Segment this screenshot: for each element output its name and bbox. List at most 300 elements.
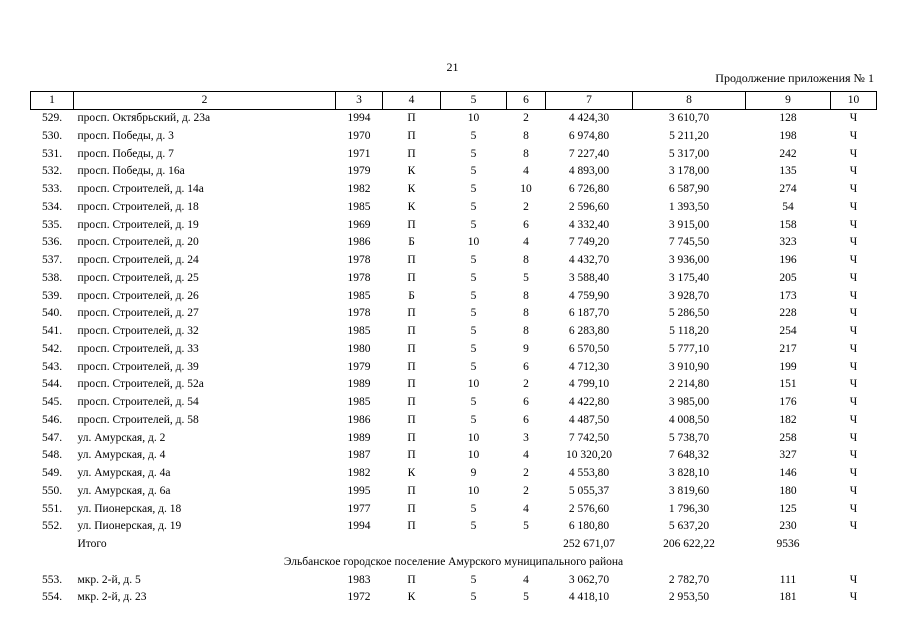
total-area-cell: 4 422,80	[568, 396, 610, 408]
row-number-cell: 535.	[41, 218, 63, 231]
address-cell: просп. Строителей, д. 20	[77, 236, 199, 249]
entrances-cell: 2	[523, 378, 529, 391]
residents-cell: 176	[779, 396, 797, 408]
residents-cell: 242	[779, 147, 797, 160]
total-area-cell: 7 742,50	[568, 431, 610, 444]
living-area-cell: 3 819,60	[668, 484, 710, 497]
wall-material-cell: П	[407, 360, 416, 373]
row-number-cell: 540.	[41, 307, 63, 320]
floors-cell: 5	[470, 520, 477, 533]
empty-cell	[441, 536, 507, 554]
year-built-cell: 1978	[347, 271, 371, 284]
entrances-cell: 5	[523, 520, 529, 533]
table-row	[31, 589, 877, 607]
address-cell: просп. Октябрьский, д. 23а	[77, 112, 211, 124]
floors-cell: 5	[470, 502, 477, 515]
category-cell: Ч	[849, 183, 858, 195]
residents-cell: 125	[779, 502, 797, 515]
year-built-cell: 1971	[347, 147, 371, 160]
table-row	[31, 323, 877, 341]
wall-material-cell: П	[407, 378, 416, 391]
table-row	[31, 447, 877, 465]
address-cell: мкр. 2-й, д. 23	[77, 591, 147, 604]
living-area-cell: 2 214,80	[668, 378, 710, 391]
table-row	[31, 234, 877, 252]
living-area-cell: 5 317,00	[668, 147, 710, 160]
residents-cell: 198	[779, 129, 797, 142]
row-number-cell: 545.	[41, 396, 63, 408]
year-built-cell: 1982	[347, 183, 371, 195]
year-built-cell: 1985	[347, 200, 371, 213]
table-row	[31, 394, 877, 412]
wall-material-cell: П	[407, 112, 416, 124]
entrances-cell: 9	[523, 342, 529, 355]
total-area-cell: 4 799,10	[568, 378, 610, 391]
living-area-cell: 2 953,50	[668, 591, 710, 604]
entrances-cell: 8	[523, 325, 529, 337]
living-area-cell: 5 211,20	[669, 129, 709, 142]
floors-cell: 10	[467, 112, 480, 124]
row-number-cell: 544.	[41, 378, 63, 391]
total-residents: 9536	[776, 538, 800, 550]
category-cell: Ч	[849, 342, 858, 355]
floors-cell: 5	[470, 325, 477, 337]
wall-material-cell: П	[407, 484, 416, 497]
floors-cell: 5	[470, 289, 477, 302]
entrances-cell: 8	[523, 129, 529, 142]
entrances-cell: 8	[523, 307, 529, 320]
living-area-cell: 7 745,50	[668, 236, 710, 249]
entrances-cell: 5	[523, 591, 529, 604]
year-built-cell: 1994	[347, 520, 371, 533]
total-area-cell: 4 712,30	[568, 360, 610, 373]
category-cell: Ч	[849, 378, 858, 391]
floors-cell: 10	[467, 431, 480, 444]
entrances-cell: 6	[523, 360, 529, 373]
residents-cell: 205	[779, 271, 797, 284]
address-cell: просп. Строителей, д. 58	[77, 413, 199, 426]
table-row	[31, 572, 877, 590]
wall-material-cell: Б	[408, 236, 415, 249]
year-built-cell: 1979	[347, 165, 371, 178]
wall-material-cell: П	[407, 449, 416, 462]
table-row	[31, 252, 877, 270]
total-area-cell: 10 320,20	[566, 449, 612, 462]
category-cell: Ч	[849, 360, 858, 373]
category-cell: Ч	[849, 271, 858, 284]
total-area-cell: 6 570,50	[568, 342, 610, 355]
column-header: 4	[383, 92, 441, 110]
living-area-cell: 5 286,50	[668, 307, 710, 320]
wall-material-cell: П	[407, 147, 416, 160]
residents-cell: 258	[779, 431, 797, 444]
row-number-cell: 530.	[41, 129, 63, 142]
year-built-cell: 1979	[347, 360, 371, 373]
address-cell: просп. Строителей, д. 32	[77, 325, 199, 337]
table-row	[31, 501, 877, 519]
address-cell: ул. Пионерская, д. 18	[77, 502, 182, 515]
category-cell: Ч	[849, 573, 858, 586]
year-built-cell: 1978	[347, 307, 371, 320]
category-cell: Ч	[849, 431, 858, 444]
total-label: Итого	[77, 538, 107, 550]
total-area-cell: 4 487,50	[568, 413, 610, 426]
floors-cell: 5	[470, 129, 477, 142]
wall-material-cell: К	[407, 165, 416, 178]
category-cell: Ч	[849, 129, 858, 142]
entrances-cell: 6	[523, 218, 529, 231]
residents-cell: 254	[779, 325, 797, 337]
row-number-cell: 531.	[41, 147, 63, 160]
table-row	[31, 359, 877, 377]
row-number-cell: 550.	[41, 484, 63, 497]
address-cell: мкр. 2-й, д. 5	[77, 573, 141, 586]
year-built-cell: 1978	[347, 254, 371, 266]
total-area-cell: 3 062,70	[568, 573, 610, 586]
table-row	[31, 412, 877, 430]
year-built-cell: 1972	[347, 591, 371, 604]
table-row	[31, 181, 877, 199]
table-row	[31, 305, 877, 323]
address-cell: просп. Строителей, д. 26	[77, 289, 199, 302]
total-area-cell: 2 596,60	[568, 200, 610, 213]
category-cell: Ч	[849, 218, 858, 231]
living-area-cell: 6 587,90	[668, 183, 710, 195]
living-area-cell: 3 910,90	[668, 360, 710, 373]
residents-cell: 323	[779, 236, 797, 249]
wall-material-cell: П	[407, 502, 416, 515]
living-area-cell: 3 928,70	[668, 289, 710, 302]
category-cell: Ч	[849, 147, 858, 160]
table-row	[31, 465, 877, 483]
row-number-cell: 554.	[41, 591, 63, 604]
total-area-cell: 4 418,10	[568, 591, 610, 604]
living-area-cell: 5 738,70	[668, 431, 710, 444]
floors-cell: 5	[470, 271, 477, 284]
total-area-cell: 4 332,40	[568, 218, 610, 231]
living-area-cell: 3 985,00	[668, 396, 710, 408]
living-area-cell: 3 175,40	[668, 271, 710, 284]
total-area-cell: 4 893,00	[568, 165, 610, 178]
wall-material-cell: К	[407, 200, 416, 213]
year-built-cell: 1985	[347, 396, 371, 408]
table-row	[31, 483, 877, 501]
residents-cell: 230	[779, 520, 797, 533]
address-cell: ул. Амурская, д. 4	[77, 449, 166, 462]
category-cell: Ч	[849, 502, 858, 515]
column-header: 5	[441, 92, 507, 110]
entrances-cell: 8	[523, 147, 529, 160]
wall-material-cell: К	[407, 467, 416, 479]
row-number-cell: 553.	[41, 573, 63, 586]
housing-table	[30, 91, 877, 607]
table-row	[31, 270, 877, 288]
total-area-cell: 6 187,70	[568, 307, 610, 320]
entrances-cell: 4	[523, 573, 529, 586]
category-cell: Ч	[849, 200, 858, 213]
floors-cell: 5	[470, 165, 477, 178]
living-area-cell: 7 648,32	[668, 449, 710, 462]
category-cell: Ч	[849, 484, 858, 497]
category-cell: Ч	[849, 520, 858, 533]
row-number-cell: 529.	[41, 112, 63, 124]
entrances-cell: 2	[523, 200, 529, 213]
table-row	[31, 341, 877, 359]
total-living-area: 206 622,22	[663, 538, 715, 550]
year-built-cell: 1986	[347, 413, 371, 426]
table-row	[31, 163, 877, 181]
entrances-cell: 4	[523, 236, 529, 249]
floors-cell: 5	[470, 342, 477, 355]
year-built-cell: 1980	[347, 342, 371, 355]
total-area-cell: 2 576,60	[568, 502, 610, 515]
address-cell: просп. Строителей, д. 18	[77, 200, 199, 213]
row-number-cell: 543.	[41, 360, 63, 373]
entrances-cell: 4	[523, 502, 529, 515]
residents-cell: 173	[779, 289, 797, 302]
living-area-cell: 3 915,00	[668, 218, 710, 231]
entrances-cell: 10	[520, 183, 532, 195]
column-header: 10	[831, 92, 877, 110]
floors-cell: 5	[470, 254, 477, 266]
residents-cell: 158	[779, 218, 797, 231]
column-header: 9	[746, 92, 831, 110]
address-cell: ул. Амурская, д. 4а	[77, 467, 171, 479]
floors-cell: 5	[470, 147, 477, 160]
row-number-cell: 533.	[41, 183, 63, 195]
row-number-cell: 539.	[41, 289, 63, 302]
floors-cell: 5	[470, 591, 477, 604]
wall-material-cell: П	[407, 396, 416, 408]
residents-cell: 146	[779, 467, 797, 479]
residents-cell: 274	[779, 183, 797, 195]
year-built-cell: 1983	[347, 573, 371, 586]
row-number-cell: 537.	[41, 254, 63, 266]
wall-material-cell: П	[407, 325, 416, 337]
empty-cell	[336, 536, 383, 554]
category-cell: Ч	[849, 591, 858, 604]
table-row	[31, 518, 877, 536]
column-header: 2	[74, 92, 336, 110]
wall-material-cell: П	[407, 307, 416, 320]
row-number-cell: 532.	[41, 165, 63, 178]
category-cell: Ч	[849, 307, 858, 320]
residents-cell: 217	[779, 342, 797, 355]
column-header: 7	[546, 92, 633, 110]
row-number-cell: 548.	[41, 449, 63, 462]
living-area-cell: 5 118,20	[669, 325, 709, 337]
wall-material-cell: П	[407, 520, 416, 533]
living-area-cell: 1 796,30	[668, 502, 710, 515]
address-cell: просп. Победы, д. 3	[77, 129, 174, 142]
wall-material-cell: П	[407, 129, 416, 142]
entrances-cell: 4	[523, 165, 529, 178]
living-area-cell: 3 610,70	[668, 112, 710, 124]
floors-cell: 10	[467, 236, 480, 249]
residents-cell: 199	[779, 360, 797, 373]
column-header: 3	[336, 92, 383, 110]
floors-cell: 10	[467, 484, 480, 497]
address-cell: просп. Строителей, д. 25	[77, 271, 199, 284]
floors-cell: 5	[470, 200, 477, 213]
year-built-cell: 1986	[347, 236, 371, 249]
floors-cell: 5	[470, 413, 477, 426]
floors-cell: 5	[470, 218, 477, 231]
address-cell: просп. Строителей, д. 27	[77, 307, 199, 320]
residents-cell: 181	[779, 591, 797, 604]
wall-material-cell: П	[407, 431, 416, 444]
total-area-cell: 4 424,30	[568, 112, 610, 124]
category-cell: Ч	[849, 236, 858, 249]
total-area-cell: 4 553,80	[568, 467, 610, 479]
year-built-cell: 1969	[347, 218, 371, 231]
entrances-cell: 6	[523, 413, 529, 426]
address-cell: ул. Амурская, д. 2	[77, 431, 166, 444]
address-cell: просп. Строителей, д. 52а	[77, 378, 204, 391]
category-cell: Ч	[849, 289, 858, 302]
residents-cell: 54	[782, 200, 794, 213]
address-cell: просп. Строителей, д. 33	[77, 342, 199, 355]
category-cell: Ч	[849, 449, 858, 462]
empty-cell	[507, 536, 546, 554]
floors-cell: 5	[470, 183, 477, 195]
address-cell: просп. Строителей, д. 14а	[77, 183, 204, 195]
year-built-cell: 1985	[347, 325, 371, 337]
category-cell: Ч	[849, 165, 858, 178]
row-number-cell: 534.	[41, 200, 63, 213]
table-row	[31, 146, 877, 164]
year-built-cell: 1970	[347, 129, 371, 142]
year-built-cell: 1989	[347, 431, 371, 444]
year-built-cell: 1985	[347, 289, 371, 302]
entrances-cell: 2	[523, 467, 529, 479]
wall-material-cell: П	[407, 413, 416, 426]
address-cell: просп. Строителей, д. 54	[77, 396, 199, 408]
total-area-cell: 4 759,90	[568, 289, 610, 302]
empty-cell	[31, 536, 74, 554]
row-number-cell: 552.	[41, 520, 63, 533]
column-header: 1	[31, 92, 74, 110]
floors-cell: 5	[470, 396, 477, 408]
residents-cell: 128	[779, 112, 797, 124]
category-cell: Ч	[849, 325, 858, 337]
table-row	[31, 199, 877, 217]
wall-material-cell: П	[407, 271, 416, 284]
address-cell: просп. Победы, д. 7	[77, 147, 174, 160]
year-built-cell: 1977	[347, 502, 371, 515]
year-built-cell: 1994	[347, 112, 371, 124]
wall-material-cell: К	[407, 183, 416, 195]
table-row	[31, 288, 877, 306]
section-row	[31, 554, 877, 572]
category-cell: Ч	[849, 112, 858, 124]
row-number-cell: 541.	[41, 325, 63, 337]
year-built-cell: 1982	[347, 467, 371, 479]
wall-material-cell: П	[407, 218, 416, 231]
category-cell: Ч	[849, 413, 858, 426]
total-area-cell: 6 974,80	[568, 129, 610, 142]
floors-cell: 5	[470, 307, 477, 320]
category-cell: Ч	[849, 396, 858, 408]
year-built-cell: 1987	[347, 449, 371, 462]
living-area-cell: 1 393,50	[668, 200, 710, 213]
living-area-cell: 5 637,20	[668, 520, 710, 533]
row-number-cell: 546.	[41, 413, 63, 426]
row-number-cell: 551.	[41, 502, 63, 515]
row-number-cell: 538.	[41, 271, 63, 284]
living-area-cell: 4 008,50	[668, 413, 710, 426]
living-area-cell: 3 178,00	[668, 165, 710, 178]
floors-cell: 5	[470, 360, 477, 373]
entrances-cell: 2	[523, 484, 529, 497]
address-cell: просп. Победы, д. 16а	[77, 165, 185, 178]
living-area-cell: 2 782,70	[668, 573, 710, 586]
total-area: 252 671,07	[563, 538, 615, 550]
wall-material-cell: К	[407, 591, 416, 604]
total-area-cell: 4 432,70	[568, 254, 610, 266]
total-area-cell: 5 055,37	[568, 484, 610, 497]
living-area-cell: 5 777,10	[668, 342, 710, 355]
residents-cell: 151	[779, 378, 797, 391]
residents-cell: 111	[779, 573, 797, 586]
address-cell: просп. Строителей, д. 24	[77, 254, 199, 266]
residents-cell: 327	[779, 449, 797, 462]
row-number-cell: 542.	[41, 342, 63, 355]
column-header: 8	[633, 92, 746, 110]
section-title: Эльбанское городское поселение Амурского муниципального района	[283, 555, 624, 568]
row-number-cell: 547.	[41, 431, 63, 444]
entrances-cell: 6	[523, 396, 529, 408]
floors-cell: 9	[470, 467, 477, 479]
address-cell: ул. Амурская, д. 6а	[77, 484, 171, 497]
page-number: 21	[446, 60, 459, 74]
floors-cell: 5	[470, 573, 477, 586]
row-number-cell: 549.	[41, 467, 63, 479]
residents-cell: 228	[779, 307, 797, 320]
floors-cell: 10	[467, 449, 480, 462]
entrances-cell: 3	[523, 431, 529, 444]
residents-cell: 196	[779, 254, 797, 266]
empty-cell	[383, 536, 441, 554]
residents-cell: 180	[779, 484, 797, 497]
empty-cell	[831, 536, 877, 554]
living-area-cell: 3 936,00	[668, 254, 710, 266]
total-area-cell: 7 227,40	[568, 147, 610, 160]
residents-cell: 135	[779, 165, 797, 178]
floors-cell: 10	[467, 378, 480, 391]
total-area-cell: 6 180,80	[568, 520, 610, 533]
entrances-cell: 8	[523, 254, 529, 266]
category-cell: Ч	[849, 254, 858, 266]
column-header: 6	[507, 92, 546, 110]
year-built-cell: 1995	[347, 484, 371, 497]
address-cell: ул. Пионерская, д. 19	[77, 520, 182, 533]
table-row	[31, 376, 877, 394]
table-row	[31, 217, 877, 235]
row-number-cell: 536.	[41, 236, 63, 249]
residents-cell: 182	[779, 413, 797, 426]
category-cell: Ч	[849, 467, 858, 479]
continuation-caption: Продолжение приложения № 1	[715, 71, 874, 85]
total-area-cell: 3 588,40	[568, 271, 610, 284]
total-area-cell: 6 283,80	[568, 325, 610, 337]
total-area-cell: 7 749,20	[568, 236, 610, 249]
wall-material-cell: П	[407, 573, 416, 586]
address-cell: просп. Строителей, д. 19	[77, 218, 199, 231]
entrances-cell: 2	[523, 112, 529, 124]
year-built-cell: 1989	[347, 378, 371, 391]
table-row	[31, 110, 877, 128]
